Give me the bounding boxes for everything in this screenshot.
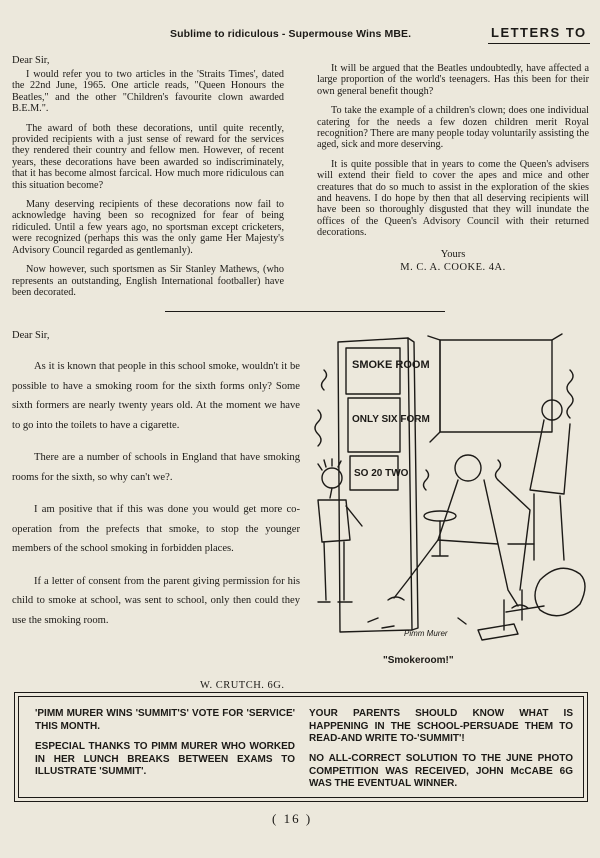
ashtray <box>424 511 456 521</box>
letter1-paragraph: The award of both these decorations, until quite recently, provided recipients with a just sense of reward for the services they rendered their country and fellow men. However, of recent years, these decorations have been awarded so indiscriminately, that it has become almost farcical. How much more ridiculous can this situation become? <box>12 122 284 191</box>
sign-box-1 <box>346 348 400 394</box>
window-side <box>428 336 440 442</box>
letter1-closing: Yours <box>440 248 466 260</box>
letter2-greeting: Dear Sir, <box>12 330 50 341</box>
chair <box>498 480 534 630</box>
door-sign-text-2: ONLY SIX FORM <box>352 414 430 425</box>
notice-thanks: ESPECIAL THANKS TO PIMM MURER WHO WORKED IN HER LUNCH BREAKS BETWEEN EXAMS TO ILLUSTRATE 'SUMMIT'. <box>35 741 295 778</box>
smoke-curl <box>322 370 327 390</box>
smoke-curl <box>496 460 501 480</box>
section-divider <box>165 311 445 312</box>
door-sign-text-3: SO 20 TWO <box>354 468 409 479</box>
letter1-paragraph: Now however, such sportsmen as Sir Stanley Mathews, (who represents an outstanding, English International footballer) have been decorated. <box>12 264 284 298</box>
smokeroom-cartoon <box>308 330 588 648</box>
letter1-paragraph: I would refer you to two articles in the 'Straits Times', dated the 22nd June, 1965. One article reads, "Queen Honours the Beatles," and the other "Children's favourite clown awarded B.E.M.". <box>12 69 284 115</box>
letter1-right-column <box>317 63 589 273</box>
letter1-paragraph: Many deserving recipients of these decorations now fail to acknowledge having been so recognized for fear of being ridiculed. Until a few years ago, no sportsman except cricketers, were recognized (perhaps this was the only game Her Majesty's Advisory Council regarded as gentlemanly). <box>12 199 284 256</box>
letter1-signature: M. C. A. COOKE. 4A. <box>400 261 506 273</box>
letter1-left-column <box>12 55 284 306</box>
letter1-paragraph: It will be argued that the Beatles undoubtedly, have affected a large proportion of the world's teenagers. Has this been for their own general benefit though? <box>317 63 589 97</box>
letter1-paragraph: To take the example of a children's clown; does one individual catering for the needs a few dozen children merit Royal recognition? There are many people today voluntarily assisting the aged, sick and more deserving. <box>317 105 589 151</box>
section-label-underline <box>488 43 590 44</box>
door-outline <box>338 338 412 632</box>
notice-competition: NO ALL-CORRECT SOLUTION TO THE JUNE PHOTO COMPETITION WAS RECEIVED, JOHN McCABE 6G WAS THE EVENTUAL WINNER. <box>309 753 573 790</box>
sign-box-2 <box>348 398 400 452</box>
smoke-curl <box>567 370 573 418</box>
letter2-paragraph: There are a number of schools in England that have smoking rooms for the sixth, so why can't we?. <box>12 452 300 483</box>
letter2-column <box>12 330 300 643</box>
letter2-paragraph: If a letter of consent from the parent giving permission for his child to smoke at school, was sent to school, only then could they use the smoking room. <box>12 575 300 626</box>
cartoon-caption: "Smokeroom!" <box>383 655 454 666</box>
artist-signature: Pimm Murer <box>404 629 448 638</box>
letter2-signature: W. CRUTCH. 6G. <box>200 680 285 691</box>
smoke-curl <box>315 410 321 446</box>
boy-body <box>318 488 350 542</box>
window-frame <box>440 340 552 432</box>
article-title: Sublime to ridiculous - Supermouse Wins MBE. <box>170 28 412 40</box>
notice-parents: YOUR PARENTS SHOULD KNOW WHAT IS HAPPENING IN THE SCHOOL-PERSUADE THEM TO READ-AND WRITE TO-'SUMMIT'! <box>309 708 573 745</box>
letter1-greeting: Dear Sir, <box>12 55 50 66</box>
notice-vote: 'PIMM MURER WINS 'SUMMIT'S' VOTE FOR 'SERVICE' THIS MONTH. <box>35 708 295 732</box>
notice-box <box>14 692 588 802</box>
smoker-head <box>455 455 481 481</box>
page-number: ( 16 ) <box>272 811 313 826</box>
smoke-curl <box>424 470 429 490</box>
letter2-paragraph: As it is known that people in this school smoke, wouldn't it be possible to have a smoking room for the sixth forms only? Some sixth formers are nearly twenty years old. At the moment we have to go into the toilets to have a cigarette. <box>12 361 300 431</box>
letter1-paragraph: It is quite possible that in years to come the Queen's advisers will extend their field to cover the apes and mice and other creatures that do so much to assist in the exploration of the skies and heavens. I do hope by then that all deserving recipients will have been so thoroughly disgusted that they will inundate the offices of the Queen's Advisory Council with their returned decorations. <box>317 158 589 239</box>
cigarette-packet <box>478 624 518 640</box>
lying-figure-head <box>535 568 585 616</box>
door-sign-text-1: SMOKE ROOM <box>352 359 430 371</box>
letter2-paragraph: I am positive that if this was done you would get more co-operation from the prefects that smoke, to stop the younger members of the school smoking in forbidden places. <box>12 504 300 554</box>
section-label: LETTERS TO <box>491 25 587 40</box>
